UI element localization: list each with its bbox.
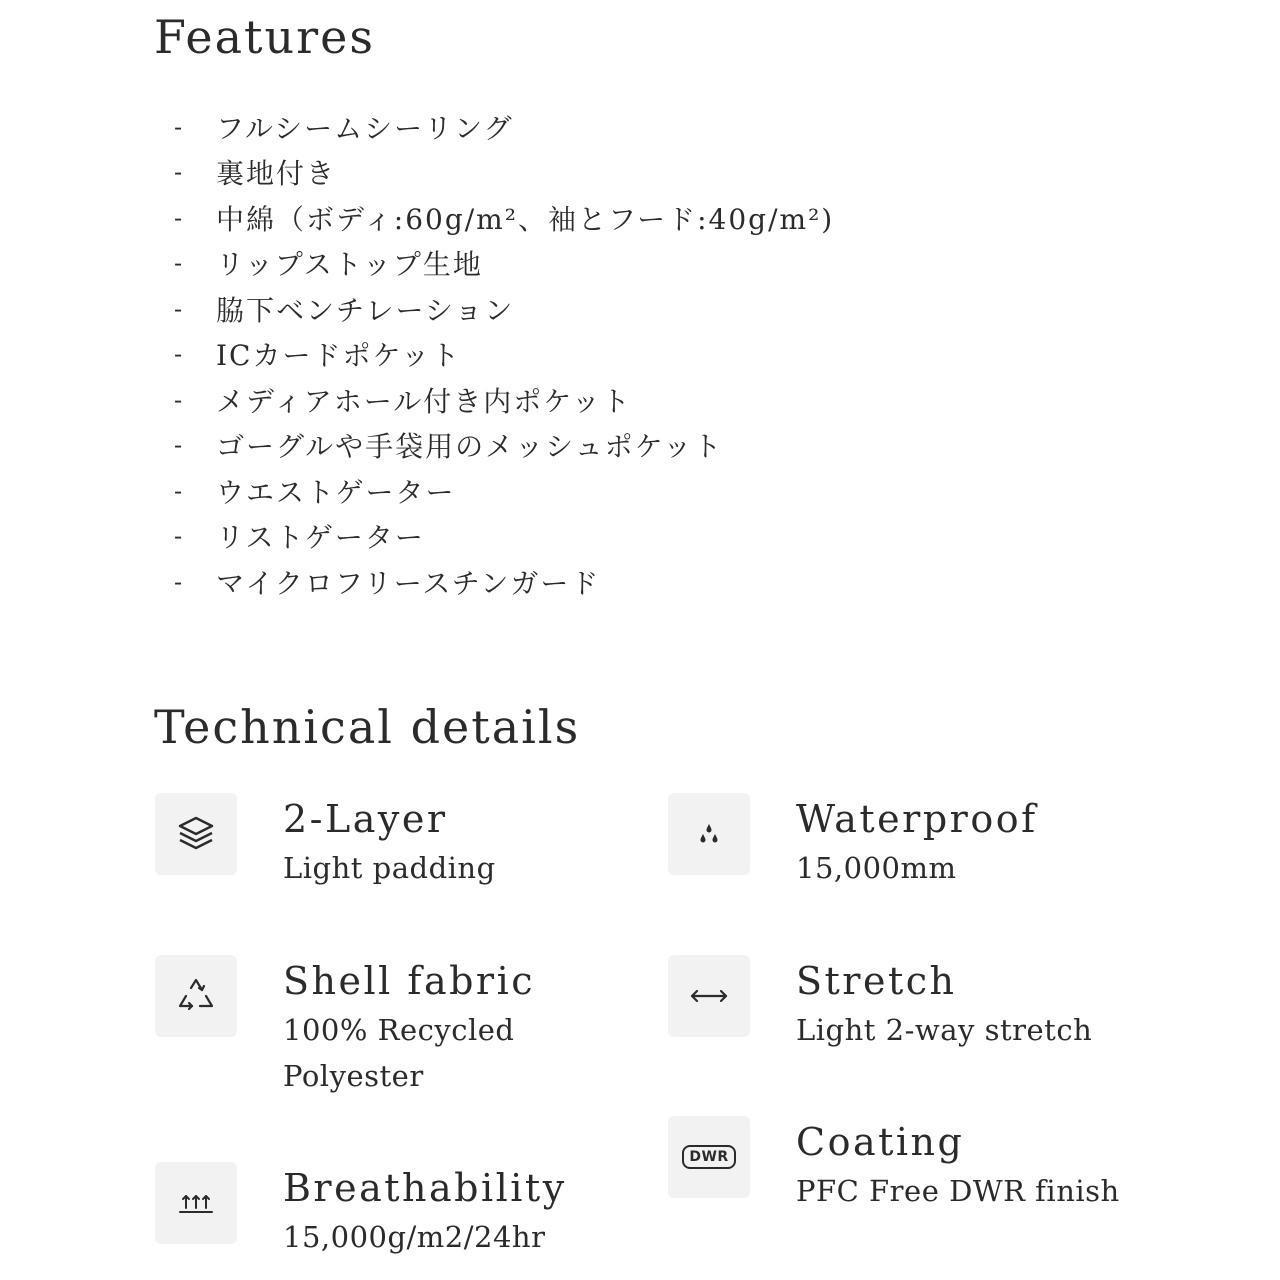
detail-value: PFC Free DWR finish xyxy=(796,1173,1120,1208)
detail-shell-fabric xyxy=(155,955,535,1099)
list-dash: - xyxy=(174,294,185,323)
detail-title: Breathability xyxy=(283,1166,567,1210)
detail-value: 100% Recycled xyxy=(283,1012,515,1047)
detail-value: 15,000mm xyxy=(796,850,957,885)
detail-value: Polyester xyxy=(283,1058,424,1093)
technical-details-heading: Technical details xyxy=(154,700,581,754)
list-item xyxy=(174,514,834,560)
list-item xyxy=(174,377,834,423)
features-heading: Features xyxy=(154,10,375,64)
detail-title: Coating xyxy=(796,1120,965,1164)
feature-text: フルシームシーリング xyxy=(216,111,514,145)
feature-text: リストゲーター xyxy=(216,521,425,555)
list-dash: - xyxy=(174,431,185,460)
list-item xyxy=(174,241,834,287)
feature-text: ウエストゲーター xyxy=(216,475,456,509)
detail-title: Stretch xyxy=(796,959,957,1003)
detail-title: Waterproof xyxy=(796,797,1038,841)
list-dash: - xyxy=(174,340,185,369)
list-dash: - xyxy=(174,249,185,278)
feature-text: ICカードポケット xyxy=(216,339,462,373)
feature-text: メディアホール付き内ポケット xyxy=(216,384,632,418)
feature-text: 中綿（ボディ:60g/m²、袖とフード:40g/m²) xyxy=(216,202,835,236)
list-item xyxy=(174,286,834,332)
list-item xyxy=(174,195,834,241)
list-item xyxy=(174,104,834,150)
list-item xyxy=(174,468,834,514)
list-dash: - xyxy=(174,112,185,141)
list-item xyxy=(174,150,834,196)
list-item xyxy=(174,559,834,605)
list-item xyxy=(174,332,834,378)
feature-text: 裏地付き xyxy=(216,157,337,191)
water-drops-icon xyxy=(668,793,750,875)
detail-value: Light padding xyxy=(283,850,496,885)
feature-text: マイクロフリースチンガード xyxy=(216,566,601,600)
list-dash: - xyxy=(174,567,185,596)
two-way-arrow-icon xyxy=(668,955,750,1037)
detail-waterproof xyxy=(668,793,1038,891)
list-dash: - xyxy=(174,385,185,414)
feature-text: リップストップ生地 xyxy=(216,248,483,282)
list-dash: - xyxy=(174,522,185,551)
detail-title: 2-Layer xyxy=(283,797,448,841)
detail-value: 15,000g/m2/24hr xyxy=(283,1219,546,1254)
recycle-icon xyxy=(155,955,237,1037)
dwr-badge: DWR xyxy=(682,1145,735,1169)
detail-layer xyxy=(155,793,496,891)
breathability-arrows-icon xyxy=(155,1162,237,1244)
feature-text: ゴーグルや手袋用のメッシュポケット xyxy=(216,430,724,464)
dwr-badge-icon xyxy=(668,1116,750,1198)
detail-stretch xyxy=(668,955,1092,1053)
detail-coating xyxy=(668,1116,1120,1214)
list-dash: - xyxy=(174,203,185,232)
list-dash: - xyxy=(174,158,185,187)
detail-breathability xyxy=(155,1162,567,1260)
feature-text: 脇下ベンチレーション xyxy=(216,293,515,327)
detail-value: Light 2-way stretch xyxy=(796,1012,1093,1047)
detail-title: Shell fabric xyxy=(283,959,536,1003)
features-list xyxy=(174,104,834,605)
list-dash: - xyxy=(174,476,185,505)
list-item xyxy=(174,423,834,469)
layers-icon xyxy=(155,793,237,875)
